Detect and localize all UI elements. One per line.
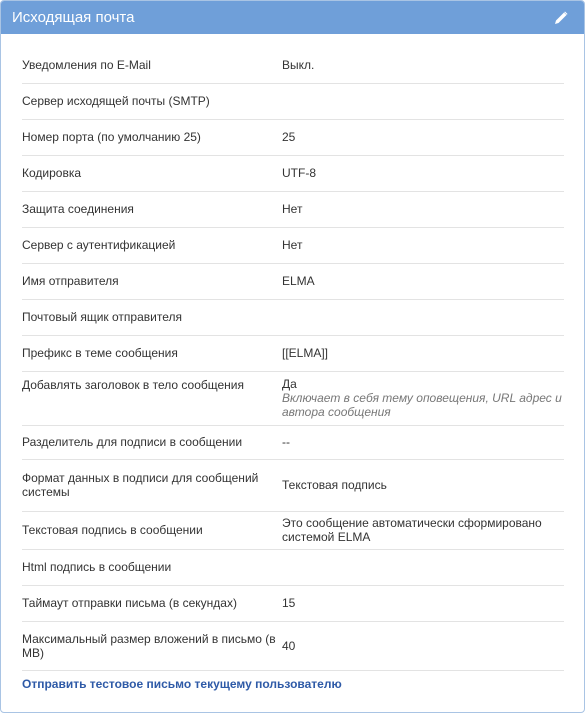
- row-value-text: Да: [282, 376, 297, 391]
- row-label: Текстовая подпись в сообщении: [22, 511, 282, 549]
- table-row: [22, 191, 564, 227]
- table-row: [22, 263, 564, 299]
- row-value: Нет: [282, 227, 564, 263]
- row-label: Уведомления по E-Mail: [22, 47, 282, 83]
- row-value: 40: [282, 621, 564, 670]
- row-label: Сервер с аутентификацией: [22, 227, 282, 263]
- table-row: [22, 511, 564, 549]
- row-value: [282, 299, 564, 335]
- row-label: Добавлять заголовок в тело сообщения: [22, 371, 282, 425]
- panel-header: [1, 1, 584, 34]
- send-test-email-link[interactable]: Отправить тестовое письмо текущему пользователю: [22, 676, 342, 691]
- row-value: 15: [282, 585, 564, 621]
- table-row: [22, 227, 564, 263]
- row-label: Защита соединения: [22, 191, 282, 227]
- row-label: Кодировка: [22, 155, 282, 191]
- table-row: [22, 425, 564, 459]
- row-label: Номер порта (по умолчанию 25): [22, 119, 282, 155]
- panel-title: Исходящая почта: [12, 9, 135, 26]
- table-row: [22, 549, 564, 585]
- row-value: UTF-8: [282, 155, 564, 191]
- row-label: Почтовый ящик отправителя: [22, 299, 282, 335]
- table-row: [22, 47, 564, 83]
- row-value: --: [282, 425, 564, 459]
- table-row: [22, 155, 564, 191]
- row-label: Имя отправителя: [22, 263, 282, 299]
- row-value: Выкл.: [282, 47, 564, 83]
- settings-table: [22, 47, 564, 671]
- table-row: [22, 585, 564, 621]
- table-row: [22, 459, 564, 511]
- row-value: [282, 83, 564, 119]
- table-row: [22, 335, 564, 371]
- row-value: Текстовая подпись: [282, 459, 564, 511]
- row-value: [282, 549, 564, 585]
- row-label: Разделитель для подписи в сообщении: [22, 425, 282, 459]
- row-label: Сервер исходящей почты (SMTP): [22, 83, 282, 119]
- row-label: Html подпись в сообщении: [22, 549, 282, 585]
- table-row: [22, 621, 564, 670]
- row-label: Максимальный размер вложений в письмо (в MB): [22, 621, 282, 670]
- row-hint: Включает в себя тему оповещения, URL адрес и автора сообщения: [282, 390, 562, 419]
- table-row: [22, 371, 564, 425]
- row-value: 25: [282, 119, 564, 155]
- row-label: Таймаут отправки письма (в секундах): [22, 585, 282, 621]
- table-row: [22, 299, 564, 335]
- table-row: [22, 83, 564, 119]
- row-value: Нет: [282, 191, 564, 227]
- row-value: ELMA: [282, 263, 564, 299]
- row-value: Это сообщение автоматически сформировано системой ELMA: [282, 511, 564, 549]
- panel-body: [1, 34, 584, 691]
- row-value: [282, 371, 564, 425]
- table-row: [22, 119, 564, 155]
- row-label: Формат данных в подписи для сообщений системы: [22, 459, 282, 511]
- pencil-icon[interactable]: [552, 9, 570, 27]
- row-value: [[ELMA]]: [282, 335, 564, 371]
- row-label: Префикс в теме сообщения: [22, 335, 282, 371]
